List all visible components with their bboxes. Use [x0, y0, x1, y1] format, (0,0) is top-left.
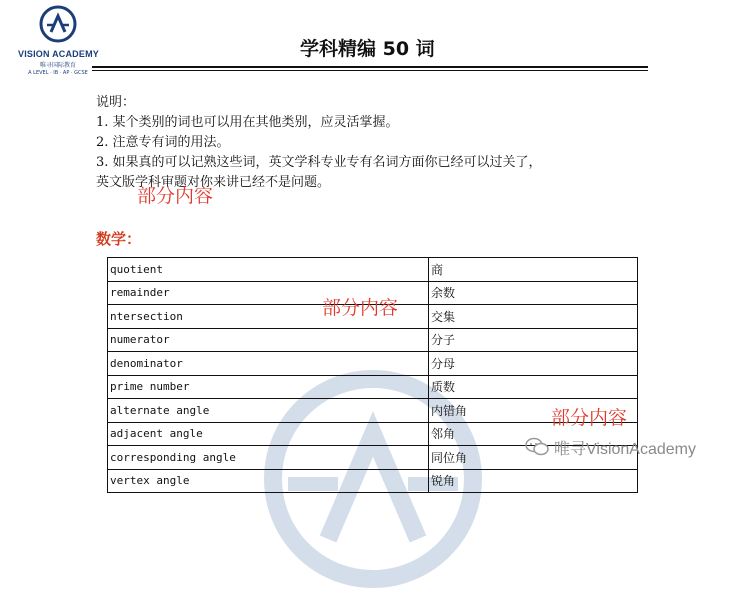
- partial-content-watermark: 部分内容: [551, 407, 628, 429]
- header-rule-thin: [92, 70, 648, 71]
- notes-line: 1. 某个类别的词也可以用在其他类别，应灵活掌握。: [96, 115, 399, 130]
- term-english: corresponding angle: [108, 446, 429, 470]
- notes-line: 3. 如果真的可以记熟这些词，英文学科专业专有名词方面你已经可以过关了，: [96, 155, 542, 170]
- header-rule-thick: [92, 66, 648, 68]
- term-chinese: 质数: [429, 375, 638, 399]
- vision-academy-emblem-icon: [38, 4, 78, 44]
- term-english: remainder: [108, 281, 429, 305]
- table-row: [108, 375, 638, 399]
- term-english: prime number: [108, 375, 429, 399]
- table-row: [108, 328, 638, 352]
- notes-heading: 说明：: [96, 95, 136, 110]
- logo-name: VISION ACADEMY: [18, 49, 99, 59]
- document-title: 学科精编 50 词: [300, 38, 435, 60]
- wechat-source-badge: [524, 435, 696, 459]
- vision-academy-logo: [18, 4, 98, 76]
- term-chinese: 余数: [429, 281, 638, 305]
- table-row: [108, 469, 638, 493]
- term-chinese: 分母: [429, 352, 638, 376]
- wechat-icon: [524, 436, 550, 458]
- partial-content-watermark: 部分内容: [322, 297, 399, 319]
- term-chinese: 邻角: [429, 422, 638, 446]
- wechat-account-label: 唯寻VisionAcademy: [554, 440, 696, 458]
- term-english: ntersection: [108, 305, 429, 329]
- logo-tagline: A LEVEL · IB · AP · GCSE: [28, 70, 88, 76]
- term-english: alternate angle: [108, 399, 429, 423]
- term-english: quotient: [108, 258, 429, 282]
- logo-chinese-name: 唯寻国际教育: [39, 62, 76, 69]
- term-chinese: 内错角: [429, 399, 638, 423]
- partial-content-watermark: 部分内容: [137, 185, 214, 207]
- notes-block: [96, 93, 542, 193]
- term-english: denominator: [108, 352, 429, 376]
- table-row: [108, 352, 638, 376]
- term-english: vertex angle: [108, 469, 429, 493]
- term-chinese: 同位角: [429, 446, 638, 470]
- notes-line: 英文版学科审题对你来讲已经不是问题。: [96, 175, 331, 190]
- term-chinese: 锐角: [429, 469, 638, 493]
- term-english: numerator: [108, 328, 429, 352]
- notes-line: 2. 注意专有词的用法。: [96, 135, 230, 150]
- term-chinese: 商: [429, 258, 638, 282]
- table-row: [108, 258, 638, 282]
- term-chinese: 分子: [429, 328, 638, 352]
- term-chinese: 交集: [429, 305, 638, 329]
- section-title-math: 数学：: [96, 230, 142, 248]
- term-english: adjacent angle: [108, 422, 429, 446]
